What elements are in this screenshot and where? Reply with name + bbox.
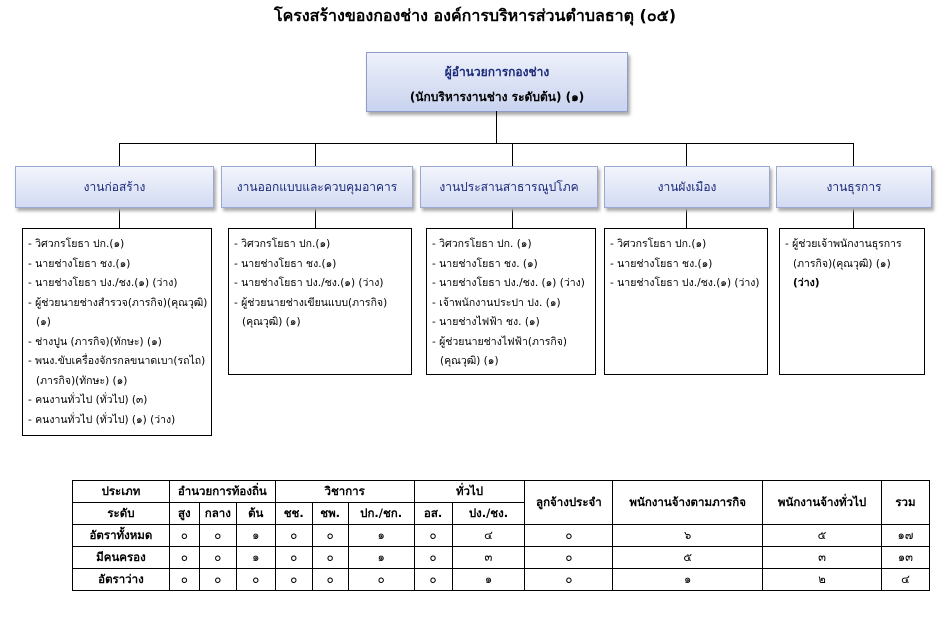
duty-line: - คนงานทั่วไป (ทั่วไป) (๑) (ว่าง) [28, 413, 176, 426]
duty-line: - นายช่างโยธา ชง. (๑) [432, 257, 538, 270]
cell: ๕ [763, 525, 882, 547]
subheader: ชช. [275, 503, 312, 525]
duty-line: (๑) [36, 316, 51, 328]
duty-line: - นายช่างโยธา ชง.(๑) [28, 257, 131, 270]
header-total: รวม [881, 481, 929, 525]
cell: ๑ [452, 569, 525, 591]
cell: ๓ [763, 547, 882, 569]
subheader: กลาง [199, 503, 236, 525]
subheader: ปก./ชก. [348, 503, 414, 525]
subheader: ปง./ชง. [452, 503, 525, 525]
duty-line: (ว่าง) [793, 277, 820, 289]
cell: ๐ [312, 569, 348, 591]
duties-construction [22, 228, 212, 436]
connector-dept-4 [686, 207, 687, 228]
connector-vertical-root [496, 111, 497, 143]
cell: ๐ [169, 547, 199, 569]
row-label: อัตราว่าง [73, 569, 170, 591]
cell: ๐ [525, 525, 613, 547]
cell: ๑ [348, 547, 414, 569]
duty-line: - นายช่างโยธา ชง.(๑) [610, 257, 713, 270]
cell: ๐ [199, 525, 236, 547]
cell: ๕ [613, 547, 763, 569]
table-row [73, 547, 930, 569]
duty-line: - เจ้าพนักงานประปา ปง. (๑) [432, 296, 561, 309]
subheader: อส. [414, 503, 452, 525]
director-title: ผู้อำนวยการกองช่าง [444, 65, 550, 79]
connector-drop-5 [853, 143, 854, 166]
cell: ๐ [275, 525, 312, 547]
cell: ๑ [613, 569, 763, 591]
staffing-summary-table [72, 480, 930, 591]
connector-drop-2 [315, 143, 316, 166]
duty-line: (ภารกิจ)(คุณวุฒิ) (๑) [793, 257, 891, 270]
header-permanent-employee: ลูกจ้างประจำ [525, 481, 613, 525]
cell: ๐ [236, 569, 275, 591]
dept-construction: งานก่อสร้าง [15, 166, 214, 208]
header-level: ระดับ [73, 503, 170, 525]
duty-line: - ช่างปูน (ภารกิจ)(ทักษะ) (๑) [28, 335, 162, 348]
cell: ๑ [236, 547, 275, 569]
cell: ๒ [763, 569, 882, 591]
duty-line: - ผู้ช่วยนายช่างสำรวจ(ภารกิจ)(คุณวุฒิ) [28, 296, 208, 309]
cell: ๐ [169, 569, 199, 591]
cell: ๐ [414, 569, 452, 591]
connector-dept-5 [853, 207, 854, 228]
duty-line: (ภารกิจ)(ทักษะ) (๑) [36, 374, 128, 387]
cell: ๐ [348, 569, 414, 591]
duty-line: - วิศวกรโยธา ปก. (๑) [432, 238, 532, 250]
cell: ๑๗ [881, 525, 929, 547]
duty-line: - วิศวกรโยธา ปก.(๑) [234, 238, 331, 250]
duty-line: - คนงานทั่วไป (ทั่วไป) (๓) [28, 394, 148, 406]
duty-line: - นายช่างโยธา ปง./ชง.(๑) (ว่าง) [28, 277, 178, 289]
dept-design-control: งานออกแบบและควบคุมอาคาร [221, 166, 413, 208]
cell: ๐ [525, 569, 613, 591]
duty-line: - วิศวกรโยธา ปก.(๑) [28, 238, 125, 250]
duty-line: - นายช่างไฟฟ้า ชง. (๑) [432, 316, 540, 328]
subheader: ชพ. [312, 503, 348, 525]
table-row [73, 569, 930, 591]
cell: ๐ [199, 569, 236, 591]
connector-drop-3 [512, 143, 513, 166]
cell: ๔ [452, 525, 525, 547]
cell: ๑๓ [881, 547, 929, 569]
cell: ๐ [312, 525, 348, 547]
connector-drop-1 [119, 143, 120, 166]
connector-dept-3 [512, 207, 513, 228]
header-group-general: ทั่วไป [414, 481, 525, 503]
director-position: (นักบริหารงานช่าง ระดับต้น) (๑) [409, 90, 585, 104]
duty-line: - ผู้ช่วยนายช่างไฟฟ้า(ภารกิจ) [432, 335, 568, 348]
chart-title: โครงสร้างของกองช่าง องค์การบริหารส่วนตำบลธาตุ (๐๕) [273, 6, 677, 25]
header-group-local-admin: อำนวยการท้องถิ่น [169, 481, 275, 503]
cell: ๖ [613, 525, 763, 547]
duty-line: - นายช่างโยธา ชง.(๑) [234, 257, 337, 270]
connector-dept-2 [315, 207, 316, 228]
duty-line: - วิศวกรโยธา ปก.(๑) [610, 238, 707, 250]
director-box [366, 52, 628, 112]
dept-admin: งานธุรการ [776, 166, 932, 208]
cell: ๐ [275, 569, 312, 591]
duty-line: - นายช่างโยธา ปง./ชง.(๑) (ว่าง) [610, 277, 760, 289]
table-row [73, 525, 930, 547]
duty-line: - พนง.ขับเครื่องจักรกลขนาดเบา(รถไถ) [28, 355, 206, 367]
row-label: อัตราทั้งหมด [73, 525, 170, 547]
header-mission-employee: พนักงานจ้างตามภารกิจ [613, 481, 763, 525]
dept-city-planning: งานผังเมือง [604, 166, 770, 208]
duties-design-control [228, 228, 412, 375]
duties-city-planning [604, 228, 768, 375]
duties-utilities [426, 228, 596, 375]
header-general-employee: พนักงานจ้างทั่วไป [763, 481, 882, 525]
cell: ๐ [414, 547, 452, 569]
cell: ๔ [881, 569, 929, 591]
connector-drop-4 [686, 143, 687, 166]
cell: ๓ [452, 547, 525, 569]
header-group-academic: วิชาการ [275, 481, 414, 503]
duty-line: - ผู้ช่วยเจ้าพนักงานธุรการ [785, 238, 902, 250]
cell: ๑ [236, 525, 275, 547]
cell: ๐ [275, 547, 312, 569]
dept-utilities: งานประสานสาธารณูปโภค [420, 166, 598, 208]
cell: ๐ [312, 547, 348, 569]
duties-admin [779, 228, 925, 375]
cell: ๐ [199, 547, 236, 569]
cell: ๐ [414, 525, 452, 547]
duty-line: (คุณวุฒิ) (๑) [440, 355, 499, 367]
connector-dept-1 [119, 207, 120, 228]
duty-line: - นายช่างโยธา ปง./ชง. (๑) (ว่าง) [432, 277, 585, 289]
subheader: สูง [169, 503, 199, 525]
connector-horizontal [119, 143, 853, 144]
subheader: ต้น [236, 503, 275, 525]
row-label: มีคนครอง [73, 547, 170, 569]
cell: ๐ [525, 547, 613, 569]
cell: ๑ [348, 525, 414, 547]
duty-line: - นายช่างโยธา ปง./ชง.(๑) (ว่าง) [234, 277, 384, 289]
cell: ๐ [169, 525, 199, 547]
header-type: ประเภท [73, 481, 170, 503]
duty-line: (คุณวุฒิ) (๑) [242, 316, 301, 328]
duty-line: - ผู้ช่วยนายช่างเขียนแบบ(ภารกิจ) [234, 296, 388, 309]
